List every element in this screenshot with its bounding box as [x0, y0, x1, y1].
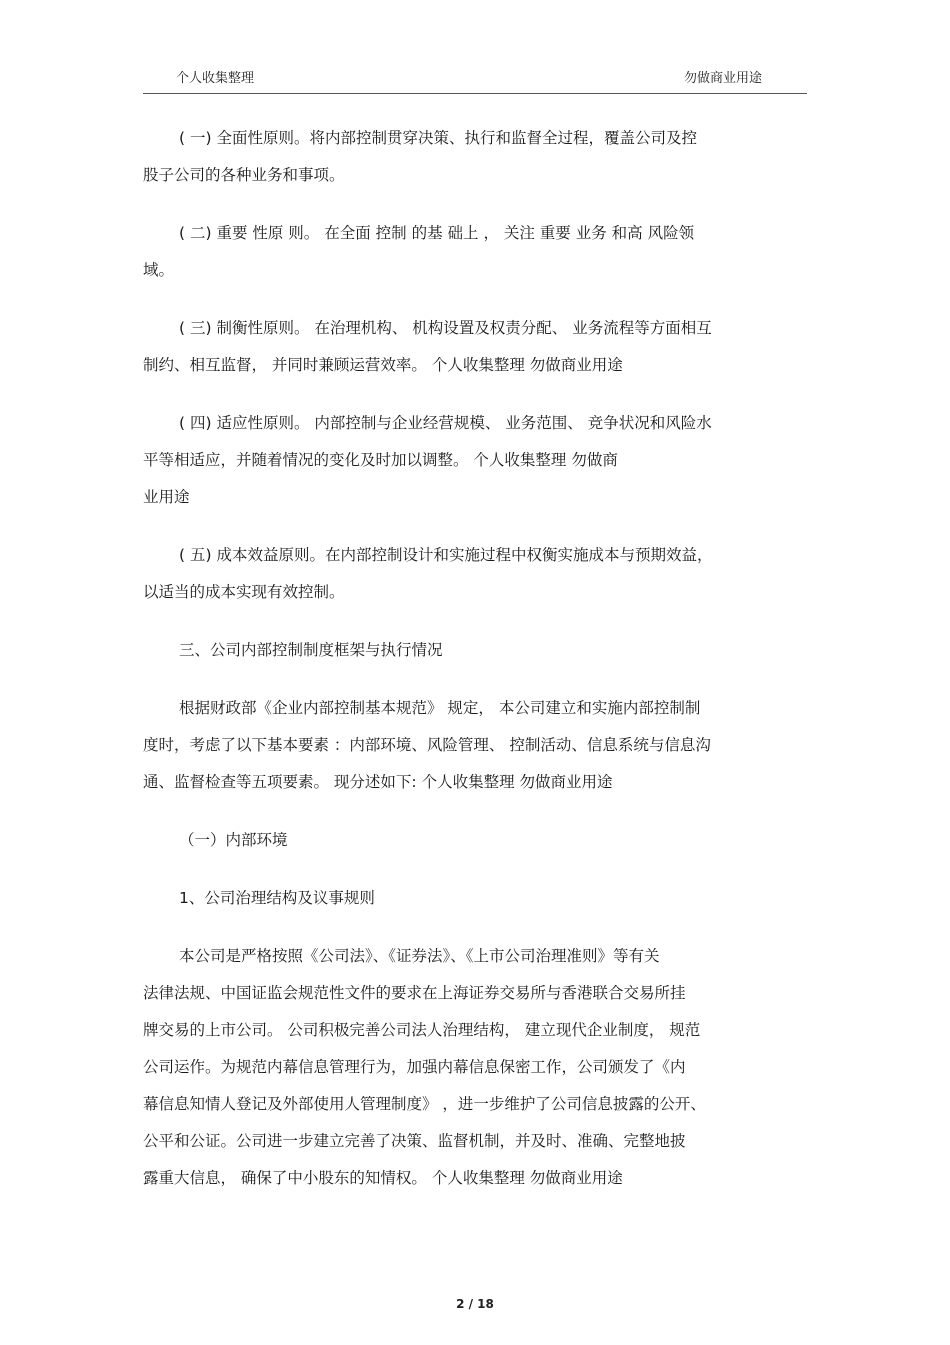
text-line: 业用途 [143, 488, 190, 506]
header-right-text: 勿做商业用途 [683, 71, 762, 86]
header-left-text: 个人收集整理 [176, 71, 255, 86]
paragraph-governance [143, 938, 807, 1197]
text-line: 根据财政部《企业内部控制基本规范》 规定， 本公司建立和实施内部控制制 [179, 699, 701, 717]
text-line: 度时，考虑了以下基本要素 ：内部环境、风险管理、 控制活动、信息系统与信息沟 [143, 736, 711, 754]
text-line: ( 三) 制衡性原则。 在治理机构、 机构设置及权责分配、 业务流程等方面相互 [179, 319, 712, 337]
paragraph-principle-4 [143, 405, 807, 516]
text-line: 域。 [143, 261, 175, 279]
text-line: 公司运作。为规范内幕信息管理行为，加强内幕信息保密工作，公司颁发了《内 [143, 1058, 686, 1076]
page-number: 2 / 18 [456, 1297, 494, 1311]
text-line: 本公司是严格按照《公司法》、《证券法》、《上市公司治理准则》等有关 [179, 947, 660, 965]
text-line: 制约、相互监督， 并同时兼顾运营效率。 个人收集整理 勿做商业用途 [143, 356, 623, 374]
subsection-heading-internal-environment [143, 822, 807, 859]
text-line: （一）内部环境 [179, 831, 288, 849]
text-line: ( 一) 全面性原则。将内部控制贯穿决策、执行和监督全过程，覆盖公司及控 [179, 129, 697, 147]
text-line: 法律法规、中国证监会规范性文件的要求在上海证券交易所与香港联合交易所挂 [143, 984, 686, 1002]
paragraph-principle-3 [143, 310, 807, 384]
subsection-heading-governance [143, 880, 807, 917]
paragraph-principle-5 [143, 537, 807, 611]
text-line: 股子公司的各种业务和事项。 [143, 166, 345, 184]
text-line: ( 四) 适应性原则。 内部控制与企业经营规模、 业务范围、 竞争状况和风险水 [179, 414, 712, 432]
text-line: 1、公司治理结构及议事规则 [179, 889, 375, 907]
header-divider [143, 93, 807, 94]
text-line: 三、公司内部控制制度框架与执行情况 [179, 641, 443, 659]
text-line: 通、监督检查等五项要素。 现分述如下: 个人收集整理 勿做商业用途 [143, 773, 613, 791]
text-line: 露重大信息， 确保了中小股东的知情权。 个人收集整理 勿做商业用途 [143, 1169, 623, 1187]
section-heading-3 [143, 632, 807, 669]
text-line: 公平和公证。公司进一步建立完善了决策、监督机制，并及时、准确、完整地披 [143, 1132, 686, 1150]
document-body [143, 120, 807, 1197]
text-line: 平等相适应，并随着情况的变化及时加以调整。 个人收集整理 勿做商 [143, 451, 618, 469]
paragraph-framework [143, 690, 807, 801]
text-line: 以适当的成本实现有效控制。 [143, 583, 345, 601]
paragraph-principle-2 [143, 215, 807, 289]
text-line: ( 二) 重要 性原 则。 在全面 控制 的基 础上 ， 关注 重要 业务 和高 风险领 [179, 224, 695, 242]
text-line: 牌交易的上市公司。 公司积极完善公司法人治理结构， 建立现代企业制度， 规范 [143, 1021, 701, 1039]
text-line: ( 五) 成本效益原则。在内部控制设计和实施过程中权衡实施成本与预期效益， [179, 546, 713, 564]
paragraph-principle-1 [143, 120, 807, 194]
text-line: 幕信息知情人登记及外部使用人管理制度》 ，进一步维护了公司信息披露的公开、 [143, 1095, 706, 1113]
